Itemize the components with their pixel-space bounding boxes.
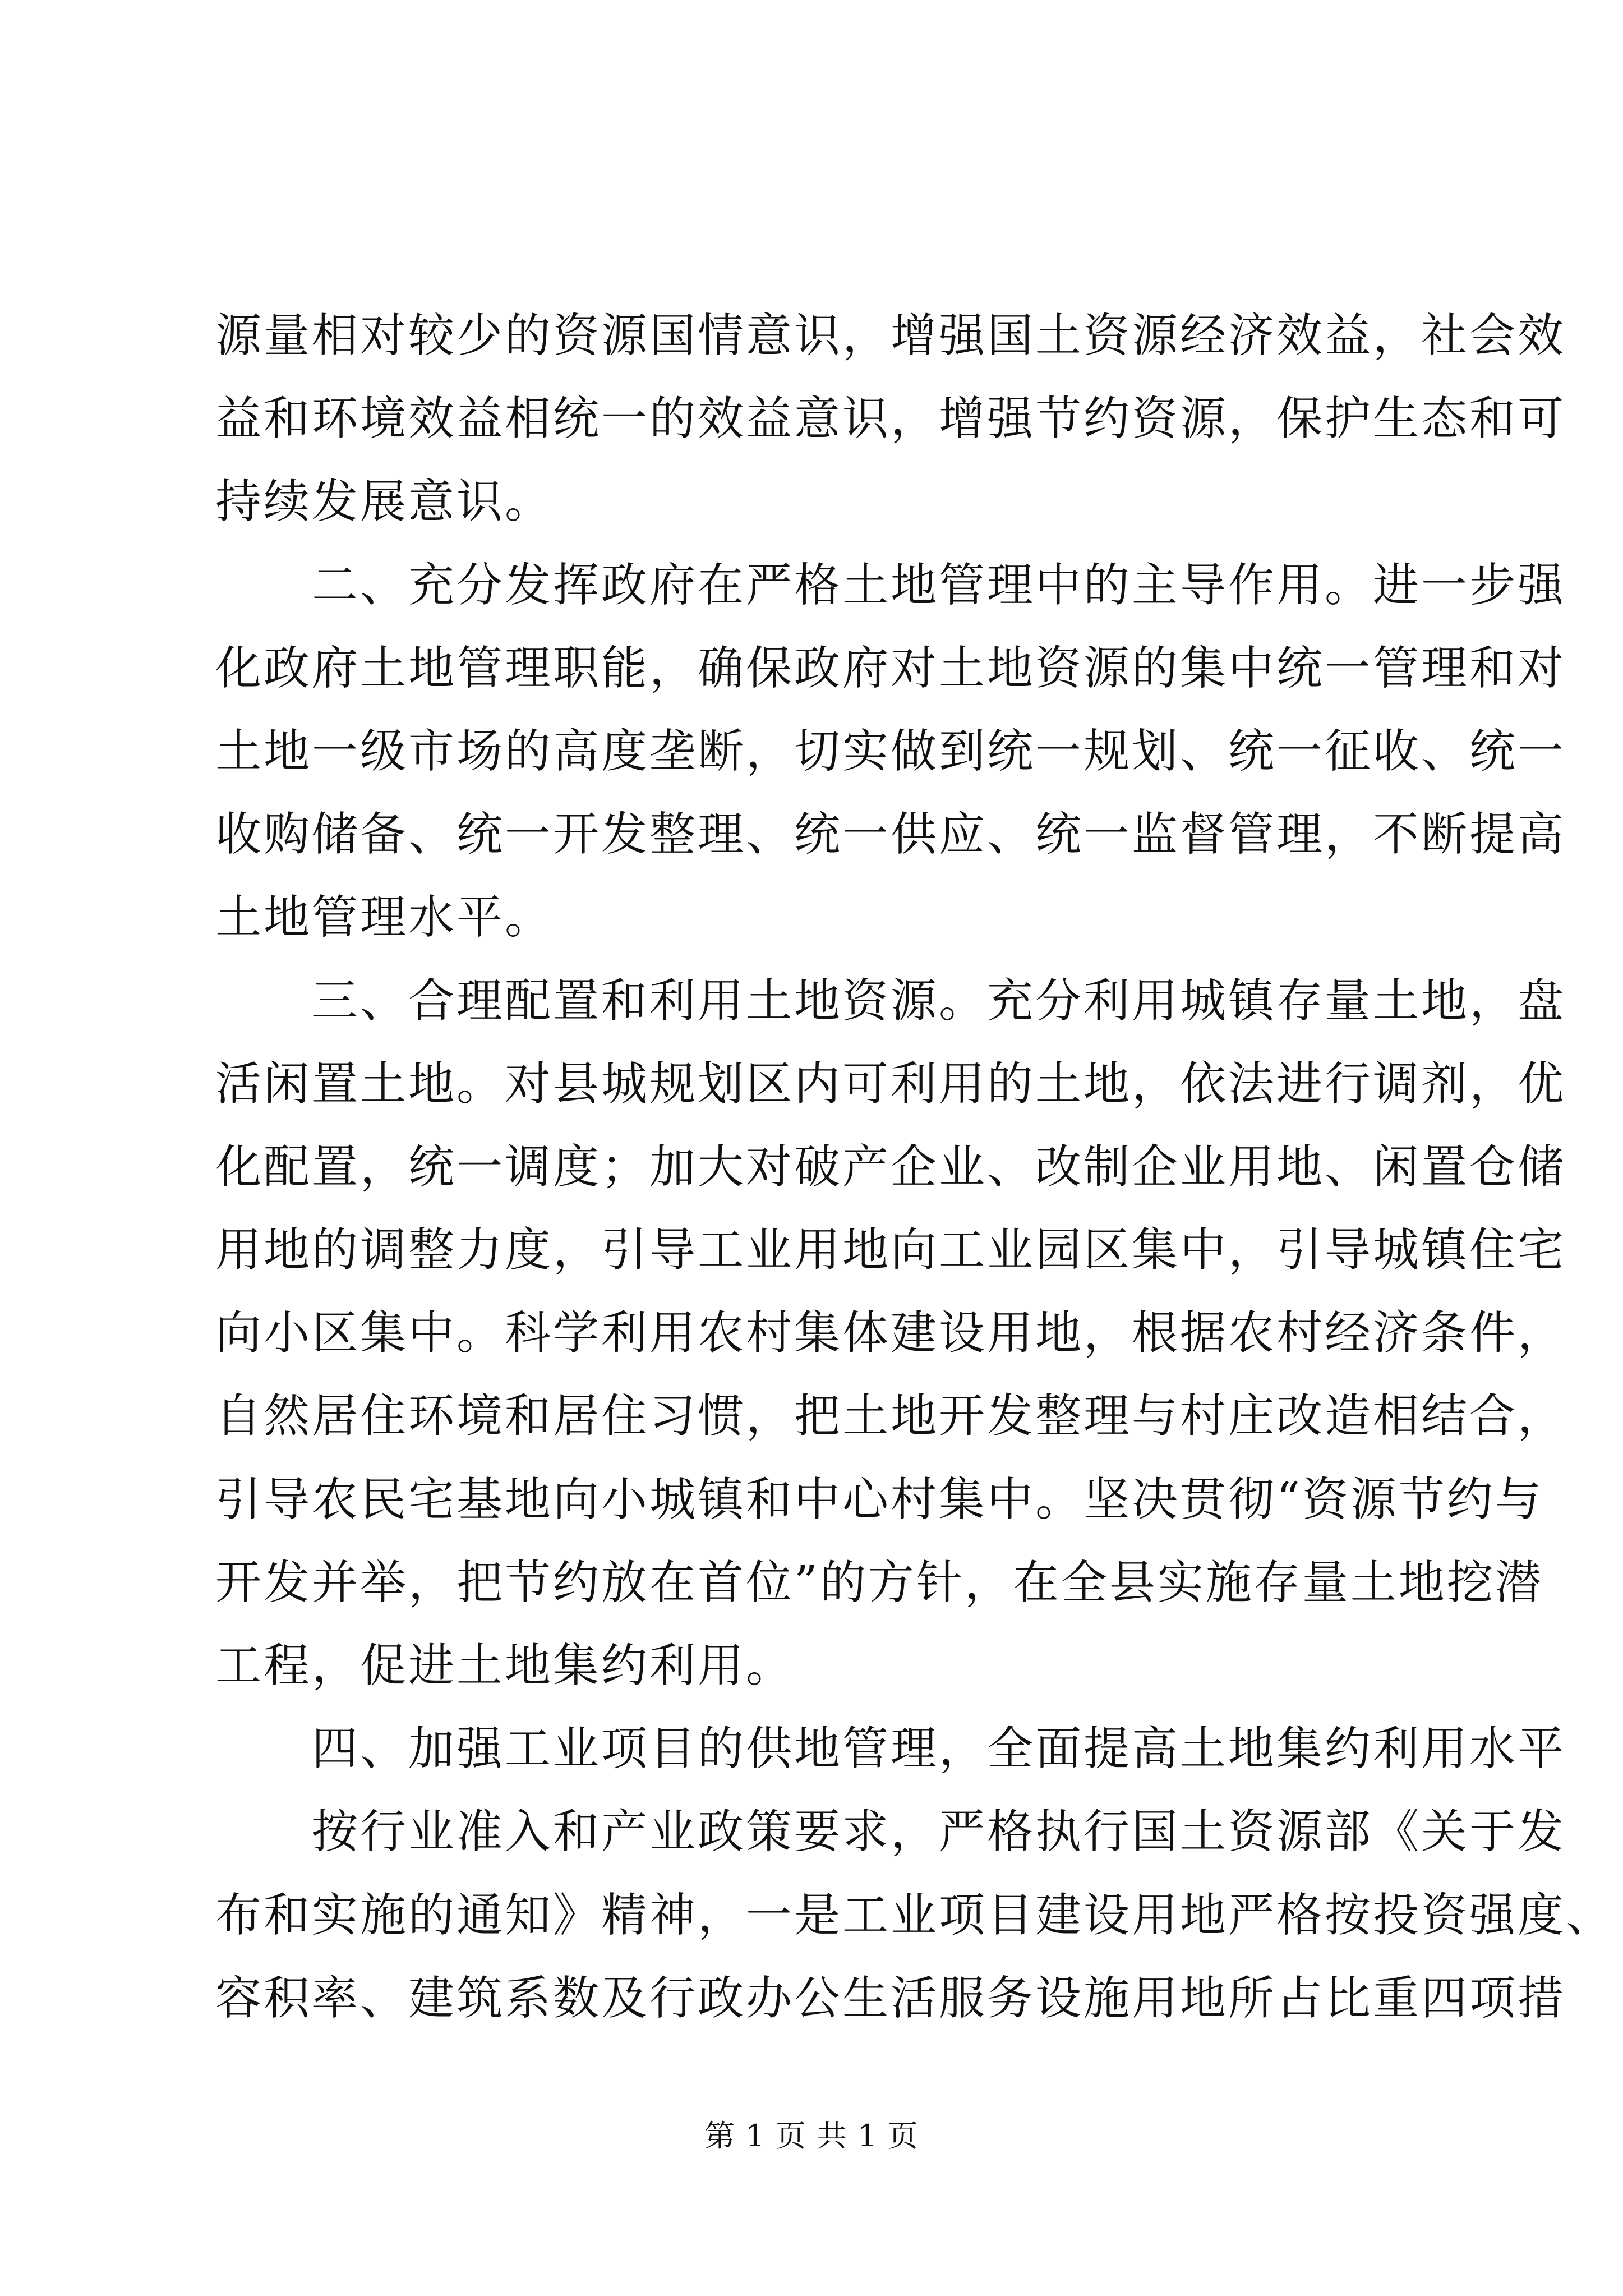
text-line: 工程，促进土地集约利用。 [215,1639,795,1692]
text-line: 向小区集中。科学利用农村集体建设用地，根据农村经济条件， [215,1306,1566,1360]
text-line: 按行业准入和产业政策要求，严格执行国土资源部《关于发 [215,1805,1566,1859]
text-line: 源量相对较少的资源国情意识，增强国土资源经济效益，社会效 [215,309,1566,362]
text-line: 容积率、建筑系数及行政办公生活服务设施用地所占比重四项措 [215,1971,1566,2025]
page-footer [0,2114,1623,2159]
text-line: 开发并举，把节约放在首位”的方针，在全县实施存量土地挖潜 [215,1556,1543,1609]
text-line: 引导农民宅基地向小城镇和中心村集中。坚决贯彻“资源节约与 [215,1473,1543,1526]
text-line: 化配置，统一调度；加大对破产企业、改制企业用地、闲置仓储 [215,1140,1566,1194]
text-line: 二、充分发挥政府在严格土地管理中的主导作用。进一步强 [215,558,1566,612]
text-line: 持续发展意识。 [215,475,554,529]
text-line: 收购储备、统一开发整理、统一供应、统一监督管理，不断提高 [215,808,1566,862]
text-line: 布和实施的通知》精神，一是工业项目建设用地严格按投资强度、 [215,1888,1615,1942]
text-line: 益和环境效益相统一的效益意识，增强节约资源，保护生态和可 [215,392,1566,446]
text-line: 三、合理配置和利用土地资源。充分利用城镇存量土地，盘 [215,974,1566,1028]
text-line: 土地一级市场的高度垄断，切实做到统一规划、统一征收、统一 [215,724,1566,778]
text-line: 活闲置土地。对县城规划区内可利用的土地，依法进行调剂，优 [215,1057,1566,1111]
text-line: 化政府土地管理职能，确保政府对土地资源的集中统一管理和对 [215,641,1566,695]
text-line: 用地的调整力度，引导工业用地向工业园区集中，引导城镇住宅 [215,1223,1566,1277]
text-line: 四、加强工业项目的供地管理，全面提高土地集约利用水平 [215,1722,1566,1776]
document-body [215,295,1615,2040]
text-line: 自然居住环境和居住习惯，把土地开发整理与村庄改造相结合， [215,1389,1566,1443]
page-number-label: 第 1 页 共 1 页 [704,2118,919,2154]
text-line: 土地管理水平。 [215,891,554,945]
